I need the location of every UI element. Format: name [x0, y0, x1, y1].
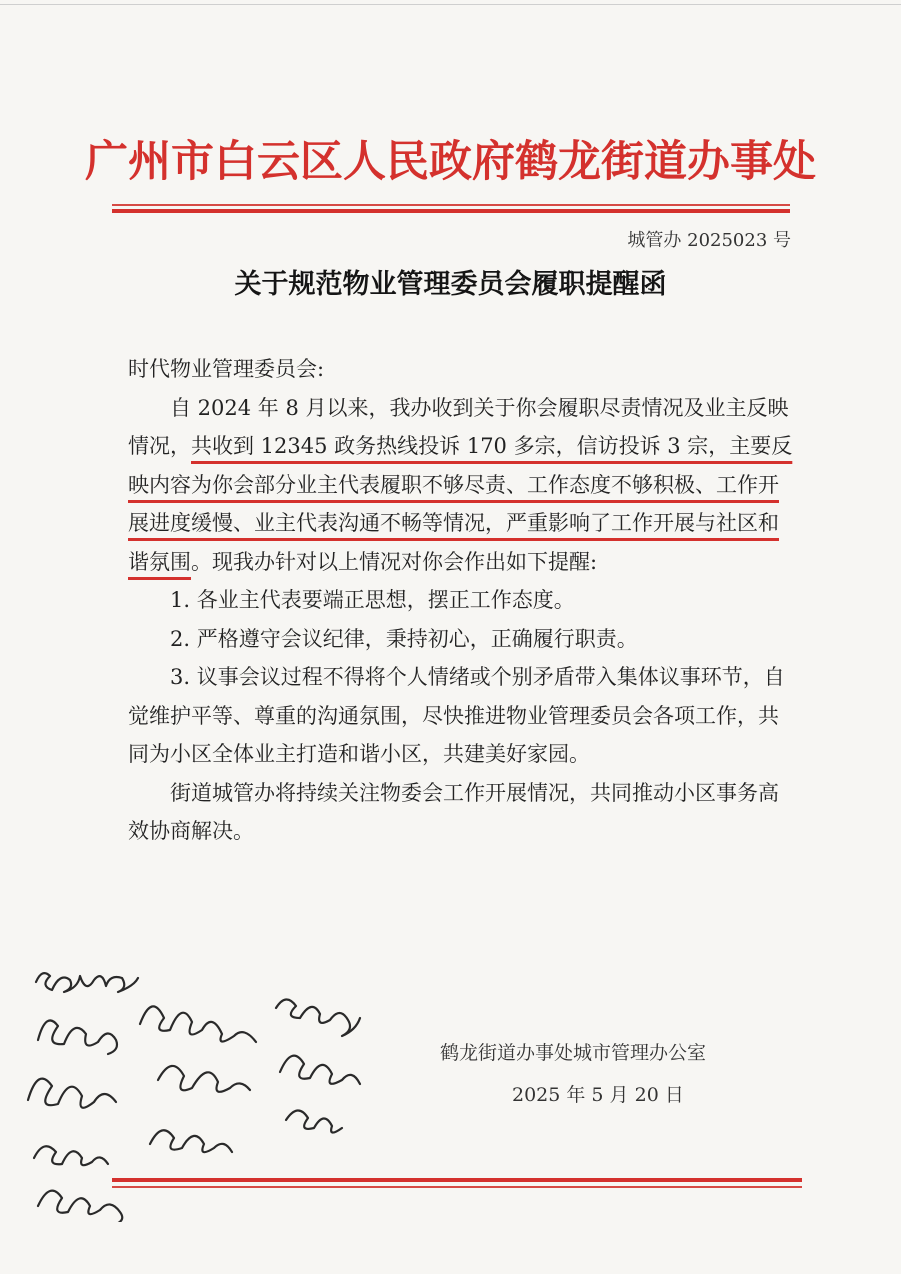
scan-edge-line: [0, 4, 901, 5]
reminder-item-2: 2. 严格遵守会议纪律，秉持初心，正确履行职责。: [170, 626, 638, 651]
reminder-item-3: 3. 议事会议过程不得将个人情绪或个别矛盾带入集体议事环节，自觉维护平等、尊重的沟通氛围，尽快推进物业管理委员会各项工作，共同为小区全体业主打造和谐小区，共建美好家园。: [128, 665, 785, 766]
document-title: 关于规范物业管理委员会履职提醒函: [234, 269, 667, 300]
footer-rule-thick: [112, 1178, 802, 1182]
letterhead-rule-thin: [112, 204, 790, 206]
letterhead-issuer: 广州市白云区人民政府鹤龙街道办事处: [85, 137, 816, 187]
paragraph-main: [128, 389, 794, 582]
salutation: 时代物业管理委员会:: [128, 357, 325, 381]
document-number: 城管办 2025023 号: [627, 230, 791, 251]
paragraph-main-start: 自 2024 年 8 月以来，我办收到关于你会履职尽责情况及业主反映情况，: [128, 395, 789, 458]
reminder-item-1: 1. 各业主代表要端正思想，摆正工作态度。: [170, 588, 575, 612]
signing-date: 2025 年 5 月 20 日: [512, 1084, 684, 1106]
highlighted-complaints: 共收到 12345 政务热线投诉 170 多宗，信访投诉 3 宗，主要反映内容为你会部分业主代表履职不够尽责、工作态度不够积极、工作开展进度缓慢、业主代表沟通不畅等情况，严重影响了工作开展与社区和谐氛围: [128, 434, 793, 574]
signing-office: 鹤龙街道办事处城市管理办公室: [440, 1042, 707, 1064]
closing-paragraph: 街道城管办将持续关注物委会工作开展情况，共同推动小区事务高效协商解决。: [128, 780, 779, 843]
letter-body: [128, 350, 794, 851]
footer-rule-thin: [112, 1186, 802, 1188]
letterhead-rule-thick: [112, 209, 790, 213]
paragraph-main-end: 。现我办针对以上情况对你会作出如下提醒:: [191, 549, 598, 574]
